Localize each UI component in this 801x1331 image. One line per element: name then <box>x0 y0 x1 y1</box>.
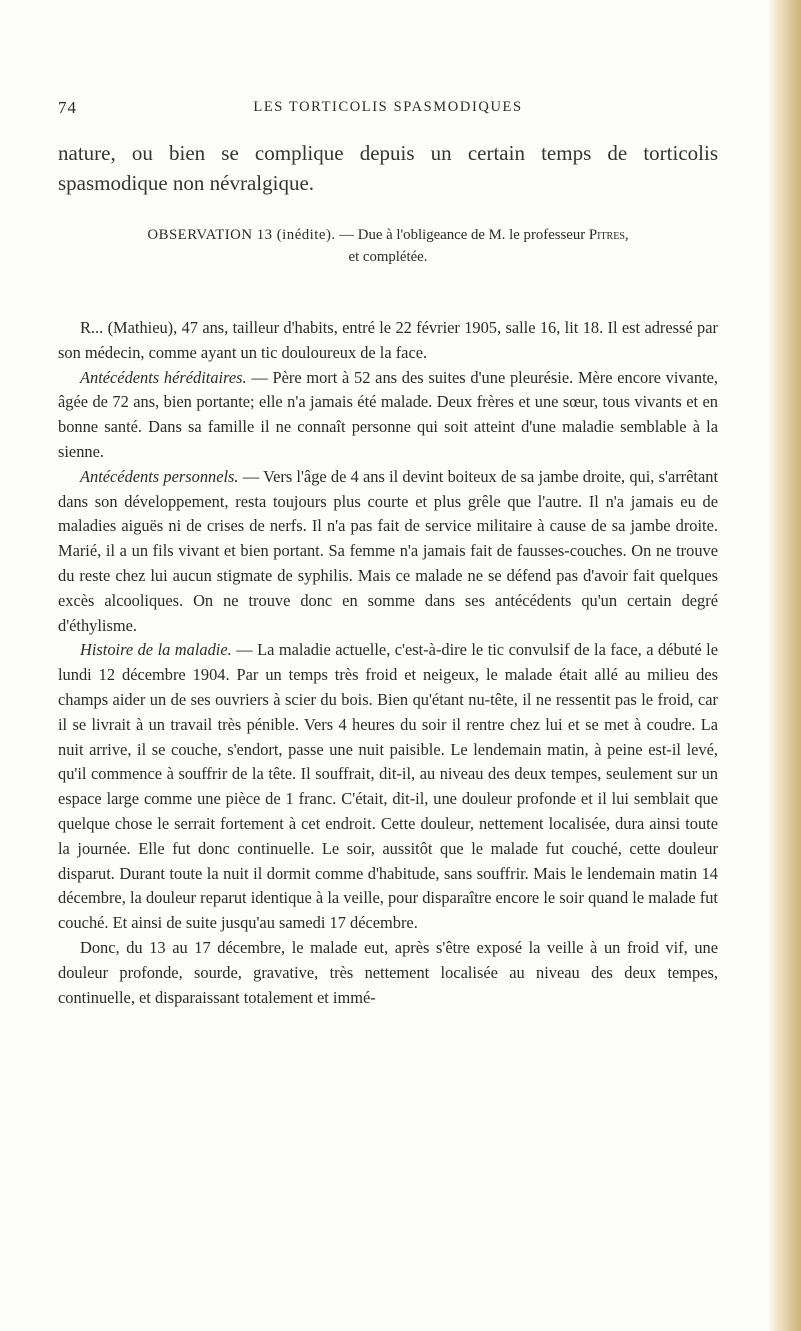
observation-heading <box>58 224 718 268</box>
body-text <box>58 316 718 1010</box>
observation-professor: Pitres <box>588 227 625 243</box>
page-edge-shadow <box>767 0 801 1331</box>
paragraph-personal-text: — Vers l'âge de 4 ans il devint boiteux de sa jambe droite, qui, s'arrêtant dans son développement, resta toujours plus courte et plus grêle que l'autre. Il n'a jamais eu de maladies aiguës ni de crises de nerfs. Il n'a pas fait de service militaire à cause de sa jambe droite. Marié, il a un fils vivant et bien portant. Sa femme n'a jamais fait de fausses-couches. On ne trouve du reste chez lui aucun stigmate de syphilis. Mais ce malade ne se défend pas d'avoir fait quelques excès alcooliques. On ne trouve donc en somme dans ses antécédents qu'un certain degré d'éthylisme. <box>58 466 718 635</box>
paragraph-history-text: — La maladie actuelle, c'est-à-dire le tic convulsif de la face, a débuté le lundi 12 décembre 1904. Par un temps très froid et neigeux, le malade était allé au milieu des champs aider un de ses ouvriers à scier du bois. Bien qu'étant nu-tête, il ne ressentit pas le froid, car il se livrait à un travail très pénible. Vers 4 heures du soir il rentre chez lui et se met à coudre. La nuit arrive, il se couche, s'endort, passe une nuit paisible. Le lendemain matin, à peine est-il levé, qu'il commence à souffrir de la tête. Il souffrait, dit-il, au niveau des deux tempes, seulement sur un espace large comme une pièce de 1 franc. C'était, dit-il, une douleur profonde et il lui semblait que quelque chose le serrait fortement à cet endroit. Cette douleur, nettement localisée, dura ainsi toute la journée. Elle fut donc continuelle. Le soir, aussitôt que le malade fut couché, cette douleur disparut. Durant toute la nuit il dormit comme d'habitude, sans souffrir. Mais le lendemain matin 14 décembre, la douleur reparut identique à la veille, pour disparaître encore le soir quand le malade fut couché. Et ainsi de suite jusqu'au samedi 17 décembre. <box>58 640 718 933</box>
lead-paragraph: nature, ou bien se complique depuis un certain temps de torticolis spasmodique non névralgique. <box>58 141 718 195</box>
running-title: LES TORTICOLIS SPASMODIQUES <box>253 99 523 115</box>
section-heading-history: Histoire de la maladie. <box>80 640 232 660</box>
page-number: 74 <box>58 98 77 117</box>
running-head <box>58 98 718 118</box>
observation-note: et complétée. <box>348 249 428 265</box>
paragraph-personal <box>58 465 718 639</box>
section-heading-hereditary: Antécédents héréditaires. <box>80 367 247 387</box>
paragraph-hereditary <box>58 366 718 465</box>
paragraph-final <box>58 936 718 1010</box>
observation-credit-suffix: , <box>624 227 629 243</box>
observation-credit: — Due à l'obligeance de M. le professeur <box>339 227 586 243</box>
observation-label: OBSERVATION 13 (inédite). <box>147 227 336 243</box>
section-heading-personal: Antécédents personnels. <box>80 466 239 486</box>
paragraph-patient-text: R... (Mathieu), 47 ans, tailleur d'habits, entré le 22 février 1905, salle 16, lit 18. Il est adressé par son médecin, comme ayant un tic douloureux de la face. <box>58 318 718 362</box>
paragraph-hereditary-text: — Père mort à 52 ans des suites d'une pleurésie. Mère encore vivante, âgée de 72 ans, bien portante; elle n'a jamais été malade. Deux frères et une sœur, tous vivants et en bonne santé. Dans sa famille il ne connaît personne qui soit atteint d'une maladie semblable à la sienne. <box>58 367 719 461</box>
paragraph-final-text: Donc, du 13 au 17 décembre, le malade eut, après s'être exposé la veille à un froid vif, une douleur profonde, sourde, gravative, très nettement localisée au niveau des deux tempes, continuelle, et disparaissant totalement et immé- <box>58 937 718 1007</box>
paragraph-history <box>58 638 718 936</box>
paragraph-patient <box>58 316 718 366</box>
